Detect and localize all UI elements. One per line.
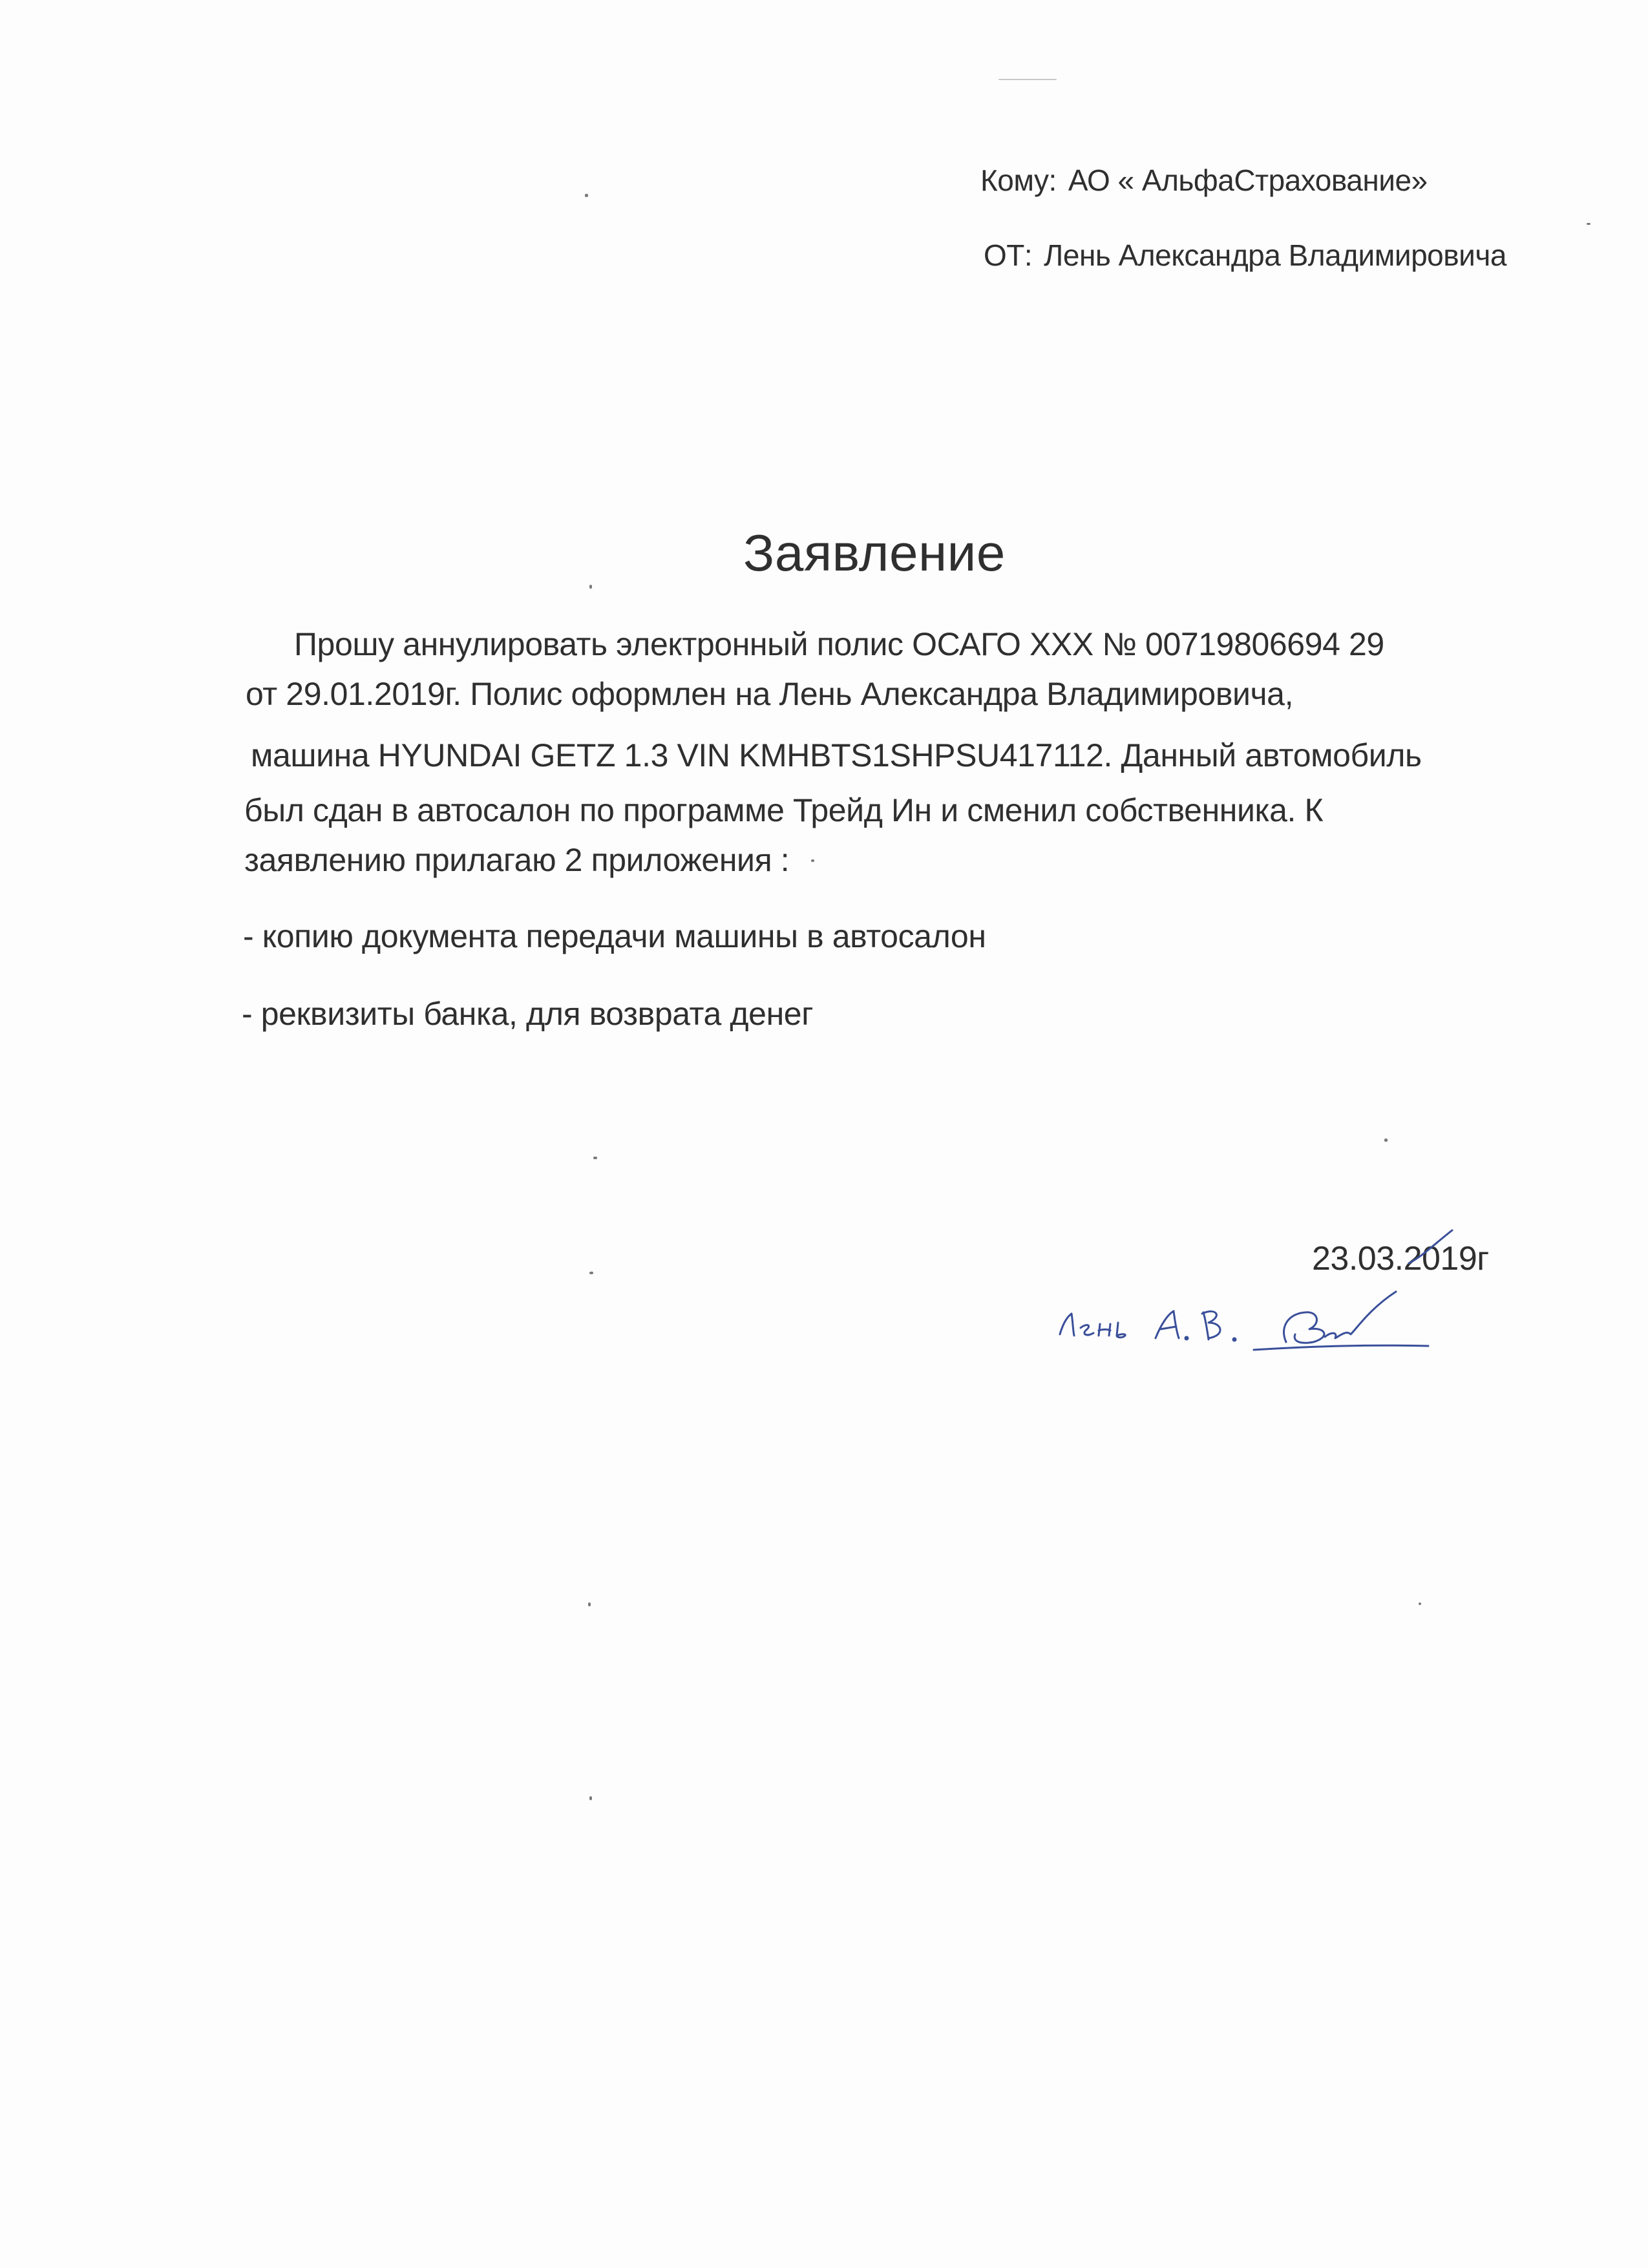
document-date: 23.03.2019г [1312,1240,1489,1277]
body-line: машина HYUNDAI GETZ 1.3 VIN KMHBTS1SHPSU417112. Данный автомобиль [251,737,1422,773]
scan-speck [1419,1602,1421,1605]
body-line: заявлению прилагаю 2 приложения : [244,842,790,878]
recipient-value: АО « АльфаСтрахование» [1068,163,1428,197]
document-title: Заявление [743,524,1006,582]
scan-speck [998,79,1057,80]
handwritten-signature [1047,1283,1435,1373]
body-line: был сдан в автосалон по программе Трейд Ин и сменил собственника. К [244,792,1324,828]
date-pen-stroke [1406,1228,1457,1266]
scan-speck [1384,1139,1388,1142]
sender-value: Лень Александра Владимировича [1044,238,1506,272]
scan-speck [593,1157,597,1159]
scan-speck [1587,223,1590,225]
sender-label: ОТ: [984,238,1033,272]
scan-speck [811,859,814,862]
body-line: от 29.01.2019г. Полис оформлен на Лень Александра Владимировича, [246,676,1294,712]
scan-speck [589,585,592,589]
sender-line [984,238,1506,273]
scan-speck [585,194,588,197]
scan-speck [588,1602,591,1606]
scan-speck [589,1272,593,1274]
attachment-item: - реквизиты банка, для возврата денег [242,996,814,1032]
recipient-label: Кому: [980,163,1057,197]
recipient-line [980,163,1428,198]
attachment-item: - копию документа передачи машины в автосалон [243,918,986,954]
body-line: Прошу аннулировать электронный полис ОСАГО ХХХ № 00719806694 29 [294,626,1384,662]
scan-speck [589,1796,592,1800]
